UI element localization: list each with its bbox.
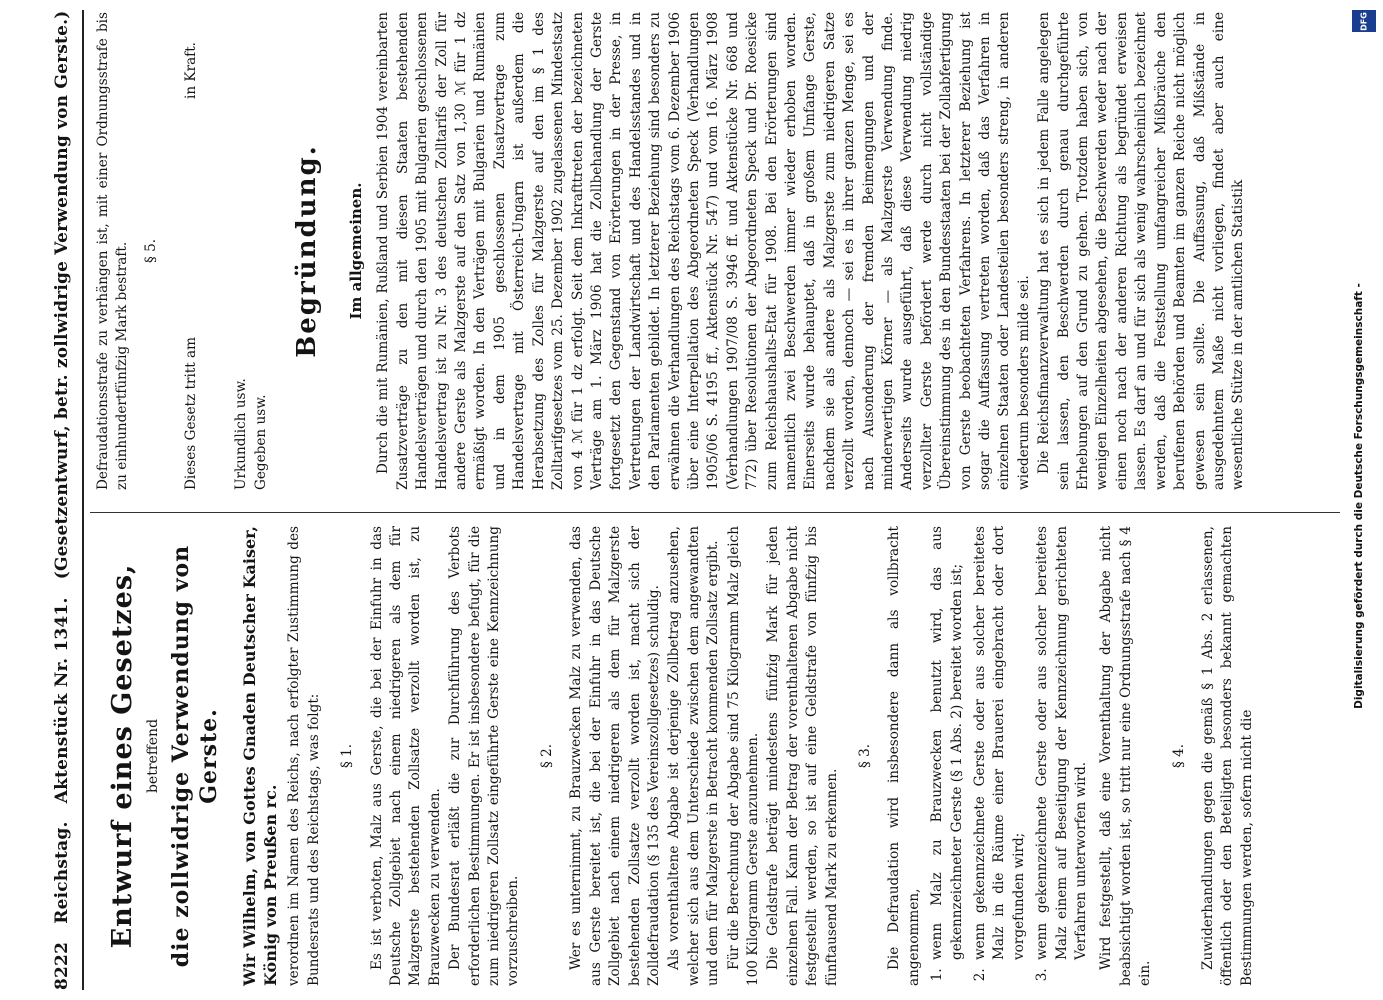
- section-2-paragraph: Die Geldstrafe beträgt mindestens fünfzig Mark für jeden einzelnen Fall. Kann der Betrag der vorenthaltenen Abgabe nicht festgestellt werden, so ist auf eine Geldstrafe von fünfzig bis fünftausend Mark zu erkennen.: [765, 526, 840, 986]
- section-4-title: § 4.: [1170, 743, 1187, 769]
- section-4-continuation: Defraudationsstrafe zu verhängen ist, mit einer Ordnungsstrafe bis zu einhundertfünfzig Mark bestraft.: [95, 12, 131, 490]
- section-2-paragraph: Wer es unternimmt, zu Brauzwecken Malz zu verwenden, das aus Gerste bereitet ist, die bei der Einfuhr in das Deutsche Zollgebiet nach einem niedrigeren als dem für Malzgerste bestehenden Zollsatze verzollt worden ist, macht sich der Zolldefraudation (§ 135 des Vereinszollgesetzes) schuldig.: [568, 526, 662, 986]
- begruendung-paragraph: Durch die mit Rumänien, Rußland und Serbien 1904 vereinbarten Zusatzverträge zu den mit diesen Staaten bestehenden Handelsverträgen und durch den 1905 mit Bulgarien geschlossenen Handelsvertrag ist zu Nr. 3 des deutschen Zolltarifs der Zoll für andere Gerste als Malzgerste auf den Satz von 1,30 ℳ für 1 dz ermäßigt worden. In den Verträgen mit Bulgarien und Rumänien und in dem 1905 geschlossenen Zusatzvertrage zum Handelsvertrage mit Österreich-Ungarn ist außerdem die Herabsetzung des Zolles für Malzgerste auf den im § 1 des Zolltarifgesetzes vom 25. Dezember 1902 zugelassenen Mindestsatz von 4 ℳ für 1 dz erfolgt. Seit dem Inkrafttreten der bezeichneten Verträge am 1. März 1906 hat die Zollbehandlung der Gerste fortgesetzt den Gegenstand von Erörterungen in der Presse, in Vertretungen der Landwirtschaft und des Handelsstandes und in den Parlamenten gebildet. In letzterer Beziehung sind besonders zu erwähnen die Verhandlungen des Reichstags vom 6. Dezember 1906 über eine Interpellation des Abgeordneten Speck (Verhandlungen 1905/06 S. 4195 ff., Aktenstück Nr. 547) und vom 16. März 1908 (Verhandlungen 1907/08 S. 3946 ff. und Aktenstücke Nr. 668 und 772) über Resolutionen der Abgeordneten Speck und Dr. Roesicke zum Reichshaushalts-Etat für 1908. Bei den Erörterungen sind namentlich zwei Beschwerden immer wieder erhoben worden. Einerseits wurde behauptet, daß in großem Umfange Gerste, nachdem sie als andere als Malzgerste zum niedrigeren Satze verzollt worden, dennoch — sei es in ihrer ganzen Menge, sei es nach Ausonderung der fremden Beimengungen und der minderwertigen Körner — als Malzgerste Verwendung finde. Anderseits wurde ausgeführt, daß diese Verwendung niedrig verzollter Gerste befördert werde durch nicht vollständige Übereinstimmung des in den Bundesstaaten bei der Zollabfertigung von Gerste beobachteten Verfahrens. In letzterer Beziehung ist sogar die Auffassung vertreten worden, daß das Verfahren in einzelnen Staaten oder Landesteilen besonders streng, in anderen wiederum besonders milde sei.: [375, 12, 1032, 490]
- section-5-title: § 5.: [142, 238, 159, 264]
- header-institution: Reichstag.: [52, 821, 72, 924]
- bill-title: Entwurf eines Gesetzes,: [107, 563, 138, 949]
- header-rule: [82, 10, 84, 990]
- enacting-formula: Wir Wilhelm, von Gottes Gnaden Deutscher Kaiser, König von Preußen rc.: [240, 526, 281, 986]
- section-5-text: Dieses Gesetz tritt am: [182, 336, 199, 490]
- begruendung-paragraph: Die Reichsfinanzverwaltung hat es sich in jedem Falle angelegen sein lassen, den Beschwerden durch genau durchgeführte Erhebungen auf den Grund zu gehen. Trotzdem haben sich, von wenigen Einzelheiten abgesehen, die Beschwerden weder nach der einen noch nach der anderen Richtung als begründet erweisen lassen. Es darf an und für sich als wenig wahrscheinlich bezeichnet werden, daß die Feststellung umfangreicher Mißbräuche den berufenen Behörden und Beamten im ganzen Reiche nicht möglich gewesen sein sollte. Die Auffassung, daß Mißstände in ausgedehntem Maße nicht vorliegen, findet aber auch eine wesentliche Stütze in der amtlichen Statistik: [1036, 12, 1247, 490]
- digitization-footer: [1352, 12, 1378, 988]
- digitization-notice: Digitalisierung gefördert durch die Deutsche Forschungsgemeinschaft -: [1353, 283, 1365, 709]
- page-number: 8222: [52, 941, 72, 990]
- section-5: [134, 12, 232, 490]
- section-5-text-end: in Kraft.: [182, 42, 199, 99]
- bill-betreffend: betreffend: [145, 718, 161, 794]
- dfg-logo-text: DFG: [1359, 12, 1369, 31]
- left-column: [94, 526, 1258, 986]
- section-2-paragraph: Für die Berechnung der Abgabe sind 75 Kilogramm Malz gleich 100 Kilogramm Gerste anzunehmen.: [725, 526, 761, 986]
- section-1-paragraph: Der Bundesrat erläßt die zur Durchführung des Verbots erforderlichen Bestimmungen. Er ist insbesondere befugt, für die zum niedrigeren Zollsatz eingeführte Gerste eine Kennzeichnung vorzuschreiben.: [447, 526, 522, 986]
- page-header: [52, 10, 82, 990]
- list-item: 2. wenn gekennzeichnete Gerste oder aus solcher bereitetes Malz in die Räume einer Brauerei eingebracht oder dort vorgefunden wird;: [971, 526, 1029, 964]
- column-divider: [90, 512, 1340, 513]
- section-4-paragraph: Zuwiderhandlungen gegen die gemäß § 1 Abs. 2 erlassenen, öffentlich oder den Beteiligten besonders bekannt gemachten Bestimmungen werden, sofern nicht die: [1200, 526, 1255, 986]
- rotated-document-page: [42, 0, 1342, 1000]
- list-item: 3. wenn gekennzeichnete Gerste oder aus solcher bereitetes Malz einem auf Beseitigung der Kennzeichnung gerichteten Verfahren unterworfen wird.: [1033, 526, 1091, 964]
- list-item: 1. wenn Malz zu Brauzwecken benutzt wird, das aus gekennzeichneter Gerste (§ 1 Abs. 2) bereitet worden ist;: [928, 526, 967, 964]
- header-document-number: Aktenstück Nr. 1341.: [52, 597, 72, 804]
- bill-subtitle: die zollwidrige Verwendung von Gerste.: [168, 544, 223, 968]
- allgemeinen-heading: Im allgemeinen.: [347, 182, 366, 320]
- section-3-paragraph: Wird festgestellt, daß eine Vorenthaltung der Abgabe nicht beabsichtigt worden ist, so tritt nur eine Ordnungsstrafe nach § 4 ein.: [1098, 526, 1154, 986]
- begruendung-heading: Begründung.: [291, 144, 322, 358]
- right-column: [94, 12, 1250, 490]
- section-2-paragraph: Als vorenthaltene Abgabe ist derjenige Zollbetrag anzusehen, welcher sich aus dem Unterschiede zwischen dem angewandten und dem für Malzgerste in Betracht kommenden Zollsatz ergibt.: [666, 526, 722, 986]
- gegeben: Gegeben usw.: [253, 394, 270, 490]
- header-subject: (Gesetzentwurf, betr. zollwidrige Verwendung von Gerste.): [52, 10, 72, 580]
- section-3-list: [928, 526, 1091, 986]
- section-2-title: § 2.: [538, 743, 555, 769]
- enacting-clause: verordnen im Namen des Reichs, nach erfolgter Zustimmung des Bundesrats und des Reichstags, was folgt:: [286, 526, 322, 986]
- section-3-intro: Die Defraudation wird insbesondere dann als vollbracht angenommen,: [886, 526, 922, 986]
- section-1-title: § 1.: [339, 743, 356, 769]
- section-1-paragraph: Es ist verboten, Malz aus Gerste, die bei der Einfuhr in das Deutsche Zollgebiet nach einem niedrigeren als dem für Malzgerste bestehenden Zollsatze verzollt worden ist, zu Brauzwecken zu verwenden.: [368, 526, 443, 986]
- section-3-title: § 3.: [856, 743, 873, 769]
- urkundlich: Urkundlich usw.: [232, 378, 249, 490]
